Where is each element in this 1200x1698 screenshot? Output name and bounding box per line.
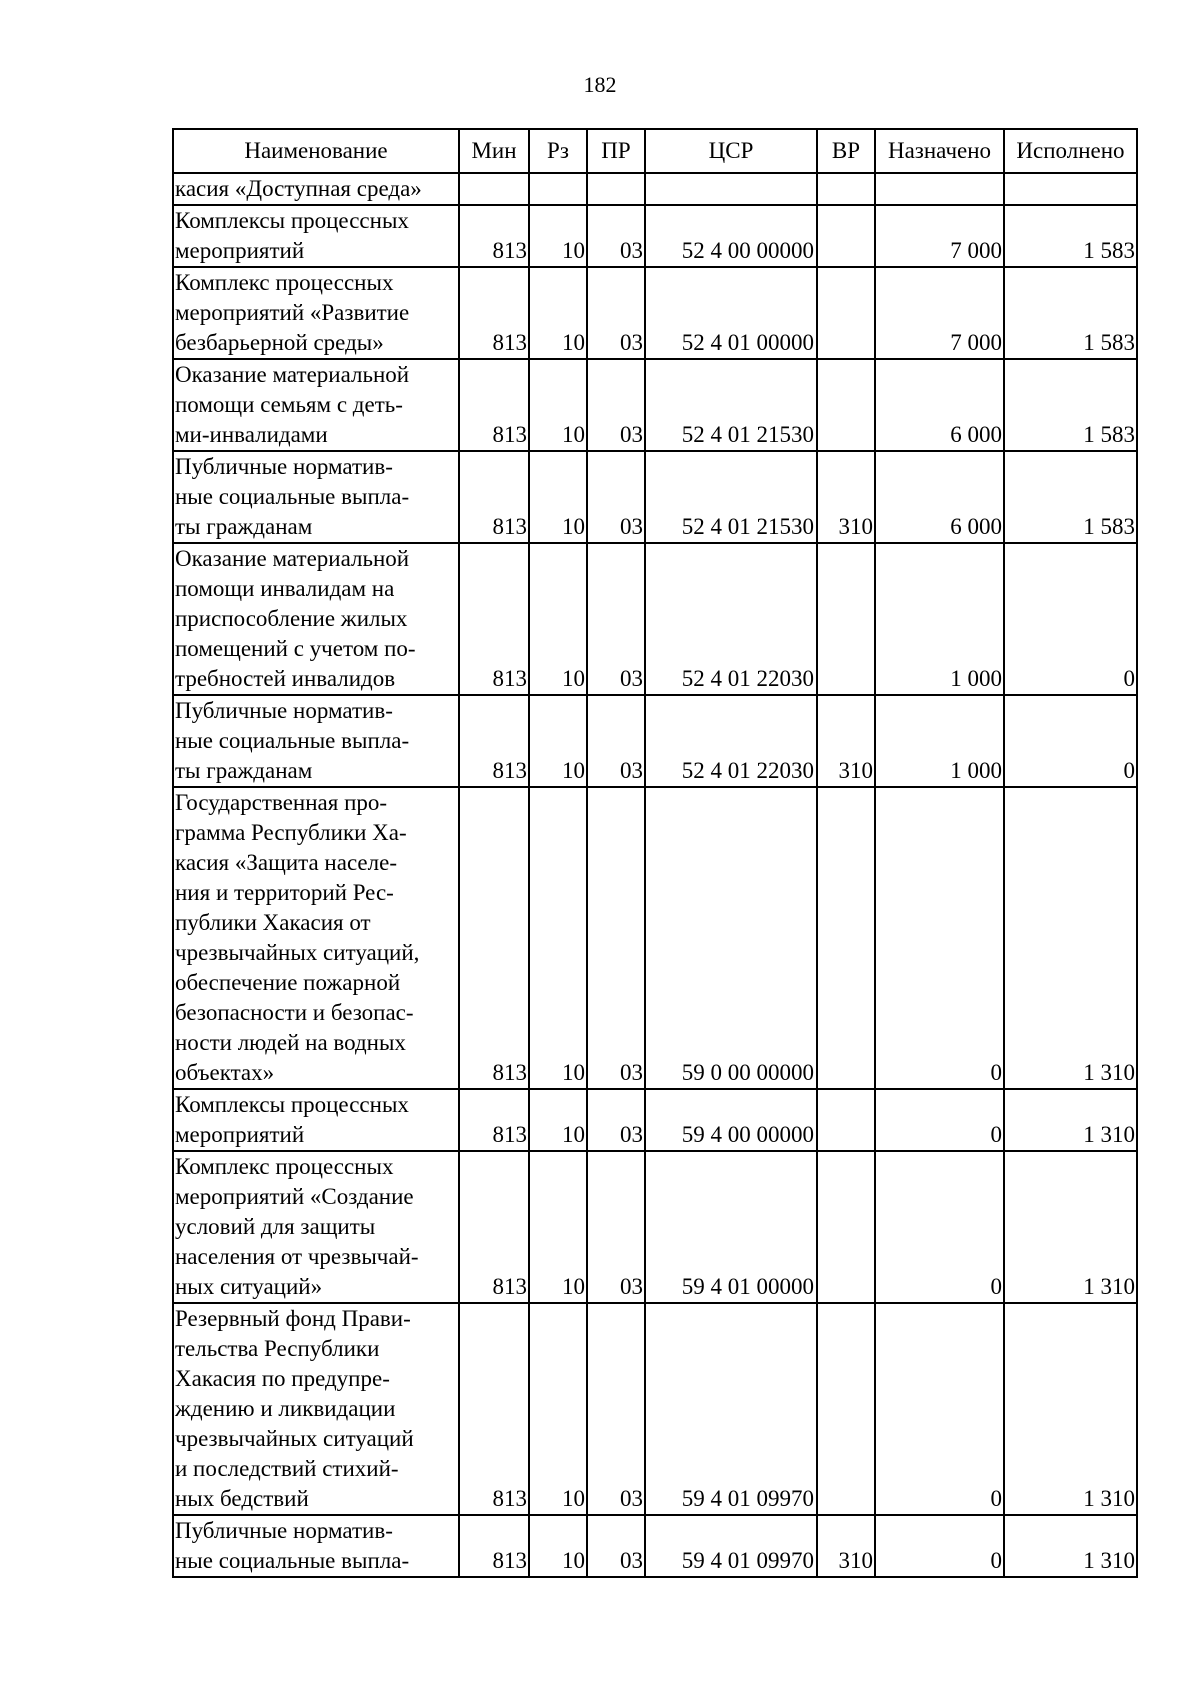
name-cell: Комплекс процессных мероприятий «Создание условий для защиты населения от чрезвычай- ных ситуаций» [173,1151,459,1303]
header-executed: Исполнено [1004,129,1137,173]
header-min: Мин [459,129,529,173]
min-cell: 813 [459,1303,529,1515]
table-row [173,205,1137,267]
csr-cell: 59 4 00 00000 [645,1089,817,1151]
rz-cell: 10 [529,695,587,787]
assigned-cell: 6 000 [875,451,1004,543]
rz-cell: 10 [529,451,587,543]
table-row [173,451,1137,543]
pr-cell: 03 [587,1151,645,1303]
min-cell: 813 [459,205,529,267]
name-cell: Комплексы процессных мероприятий [173,1089,459,1151]
vr-cell [817,1151,875,1303]
min-cell: 813 [459,1515,529,1577]
table-row [173,787,1137,1089]
executed-cell: 1 583 [1004,205,1137,267]
pr-cell: 03 [587,695,645,787]
rz-cell: 10 [529,205,587,267]
assigned-cell: 0 [875,1089,1004,1151]
header-name: Наименование [173,129,459,173]
table-header-row [173,129,1137,173]
assigned-cell: 6 000 [875,359,1004,451]
csr-cell: 52 4 00 00000 [645,205,817,267]
csr-cell: 52 4 01 21530 [645,451,817,543]
csr-cell: 52 4 01 00000 [645,267,817,359]
pr-cell: 03 [587,543,645,695]
csr-cell: 52 4 01 22030 [645,695,817,787]
table-row [173,543,1137,695]
csr-cell: 52 4 01 22030 [645,543,817,695]
executed-cell: 1 310 [1004,1151,1137,1303]
assigned-cell: 0 [875,787,1004,1089]
pr-cell: 03 [587,1089,645,1151]
table-row [173,1151,1137,1303]
assigned-cell: 1 000 [875,695,1004,787]
vr-cell [817,173,875,205]
pr-cell: 03 [587,1303,645,1515]
name-cell: Комплекс процессных мероприятий «Развитие безбарьерной среды» [173,267,459,359]
executed-cell: 1 583 [1004,451,1137,543]
csr-cell: 59 4 01 09970 [645,1303,817,1515]
pr-cell: 03 [587,205,645,267]
rz-cell: 10 [529,1515,587,1577]
min-cell: 813 [459,543,529,695]
header-csr: ЦСР [645,129,817,173]
executed-cell: 0 [1004,695,1137,787]
assigned-cell: 1 000 [875,543,1004,695]
header-pr: ПР [587,129,645,173]
name-cell: касия «Доступная среда» [173,173,459,205]
csr-cell [645,173,817,205]
vr-cell [817,267,875,359]
rz-cell: 10 [529,1151,587,1303]
vr-cell [817,205,875,267]
header-vr: ВР [817,129,875,173]
budget-table [172,128,1138,1578]
rz-cell: 10 [529,1089,587,1151]
vr-cell [817,1089,875,1151]
min-cell: 813 [459,359,529,451]
pr-cell: 03 [587,267,645,359]
table-body [173,173,1137,1577]
executed-cell [1004,173,1137,205]
rz-cell [529,173,587,205]
assigned-cell: 0 [875,1515,1004,1577]
min-cell: 813 [459,1151,529,1303]
vr-cell [817,787,875,1089]
executed-cell: 1 310 [1004,1303,1137,1515]
csr-cell: 59 4 01 00000 [645,1151,817,1303]
header-assigned: Назначено [875,129,1004,173]
min-cell: 813 [459,787,529,1089]
csr-cell: 52 4 01 21530 [645,359,817,451]
rz-cell: 10 [529,1303,587,1515]
min-cell: 813 [459,1089,529,1151]
table-row [173,1089,1137,1151]
name-cell: Оказание материальной помощи семьям с деть- ми-инвалидами [173,359,459,451]
assigned-cell: 7 000 [875,267,1004,359]
assigned-cell [875,173,1004,205]
executed-cell: 1 310 [1004,1515,1137,1577]
vr-cell: 310 [817,451,875,543]
table-row [173,1303,1137,1515]
name-cell: Публичные норматив- ные социальные выпла- [173,1515,459,1577]
csr-cell: 59 4 01 09970 [645,1515,817,1577]
pr-cell: 03 [587,787,645,1089]
rz-cell: 10 [529,787,587,1089]
table-row [173,267,1137,359]
vr-cell: 310 [817,1515,875,1577]
pr-cell: 03 [587,451,645,543]
assigned-cell: 0 [875,1151,1004,1303]
name-cell: Государственная про- грамма Республики Ха- касия «Защита населе- ния и территорий Рес- публики Хакасия от чрезвычайных ситуаций, обеспечение пожарной безопасности и безопас- ности людей на водных объектах» [173,787,459,1089]
executed-cell: 0 [1004,543,1137,695]
min-cell [459,173,529,205]
table-row [173,695,1137,787]
name-cell: Оказание материальной помощи инвалидам на приспособление жилых помещений с учетом по- требностей инвалидов [173,543,459,695]
rz-cell: 10 [529,359,587,451]
assigned-cell: 0 [875,1303,1004,1515]
min-cell: 813 [459,267,529,359]
csr-cell: 59 0 00 00000 [645,787,817,1089]
pr-cell: 03 [587,1515,645,1577]
name-cell: Публичные норматив- ные социальные выпла- ты гражданам [173,695,459,787]
rz-cell: 10 [529,267,587,359]
pr-cell [587,173,645,205]
header-rz: Рз [529,129,587,173]
name-cell: Комплексы процессных мероприятий [173,205,459,267]
vr-cell [817,1303,875,1515]
min-cell: 813 [459,451,529,543]
executed-cell: 1 583 [1004,359,1137,451]
page-number: 182 [583,72,617,97]
executed-cell: 1 310 [1004,787,1137,1089]
vr-cell: 310 [817,695,875,787]
pr-cell: 03 [587,359,645,451]
name-cell: Резервный фонд Прави- тельства Республики Хакасия по предупре- ждению и ликвидации чрезвычайных ситуаций и последствий стихий- ных бедствий [173,1303,459,1515]
assigned-cell: 7 000 [875,205,1004,267]
rz-cell: 10 [529,543,587,695]
table-row [173,1515,1137,1577]
vr-cell [817,543,875,695]
min-cell: 813 [459,695,529,787]
executed-cell: 1 310 [1004,1089,1137,1151]
table-row [173,359,1137,451]
name-cell: Публичные норматив- ные социальные выпла- ты гражданам [173,451,459,543]
executed-cell: 1 583 [1004,267,1137,359]
vr-cell [817,359,875,451]
table-row [173,173,1137,205]
